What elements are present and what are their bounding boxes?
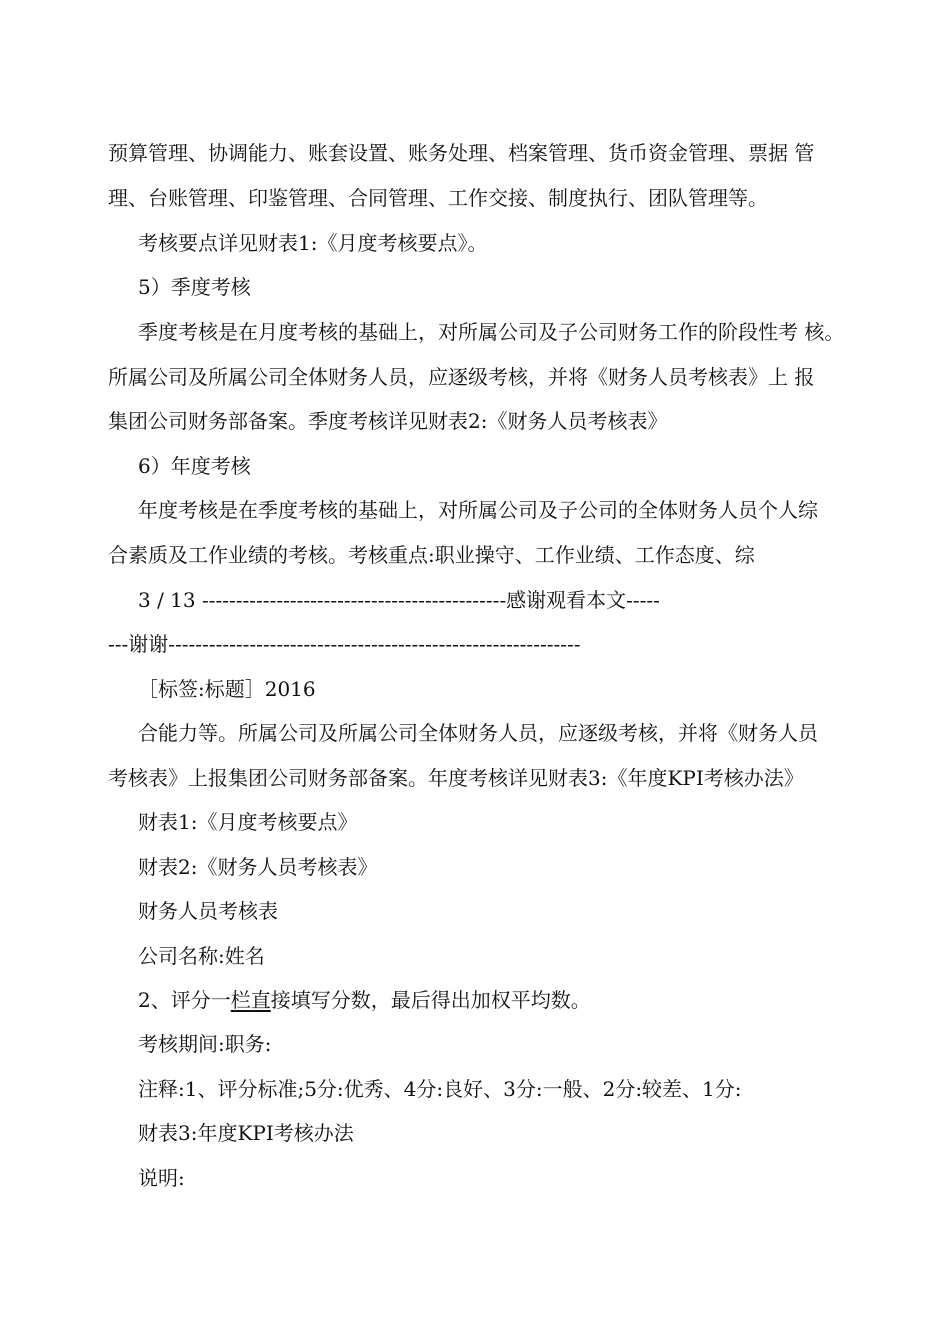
text-line: 注释:1、评分标准;5分:优秀、4分:良好、3分:一般、2分:较差、1分: [138,1077,742,1101]
text-line: 理、台账管理、印鉴管理、合同管理、工作交接、制度执行、团队管理等。 [108,186,768,210]
text-line: 财表3:年度KPI考核办法 [138,1121,354,1145]
section-heading-quarterly: 5）季度考核 [138,275,251,299]
text-line: 季度考核是在月度考核的基础上，对所属公司及子公司财务工作的阶段性考 核。 [138,320,845,344]
underlined-text: 栏直 [230,988,271,1012]
text-line: 合能力等。所属公司及所属公司全体财务人员，应逐级考核，并将《财务人员 [138,721,818,745]
text-line: 财表1:《月度考核要点》 [138,810,358,834]
text-line: 考核期间:职务: [138,1032,272,1056]
text-segment: 接填写分数，最后得出加权平均数。 [270,988,591,1012]
text-line: 集团公司财务部备案。季度考核详见财表2:《财务人员考核表》 [108,409,668,433]
text-segment: 2、评分一 [138,988,231,1012]
text-line: 财表2:《财务人员考核表》 [138,855,378,879]
text-line: 说明: [138,1166,185,1190]
table-title: 财务人员考核表 [138,899,278,923]
text-line [138,986,591,1014]
page-footer-line: ---谢谢------------------------------------------------------------- [108,632,581,656]
text-line: 预算管理、协调能力、账套设置、账务处理、档案管理、货币资金管理、票据 管 [108,141,815,165]
page-footer-line: 3 / 13 ---------------------------------------------感谢观看本文----- [138,588,660,612]
text-line: 考核要点详见财表1:《月度考核要点》。 [138,231,488,255]
text-line: 考核表》上报集团公司财务部备案。年度考核详见财表3:《年度KPI考核办法》 [108,766,804,790]
text-line: 公司名称:姓名 [138,944,265,968]
text-line: 合素质及工作业绩的考核。考核重点:职业操守、工作业绩、工作态度、综 [108,543,755,567]
text-line: 年度考核是在季度考核的基础上，对所属公司及子公司的全体财务人员个人综 [138,498,818,522]
tag-line: ［标签:标题］2016 [138,677,316,701]
text-line: 所属公司及所属公司全体财务人员，应逐级考核，并将《财务人员考核表》上 报 [108,365,815,389]
section-heading-annual: 6）年度考核 [138,454,251,478]
